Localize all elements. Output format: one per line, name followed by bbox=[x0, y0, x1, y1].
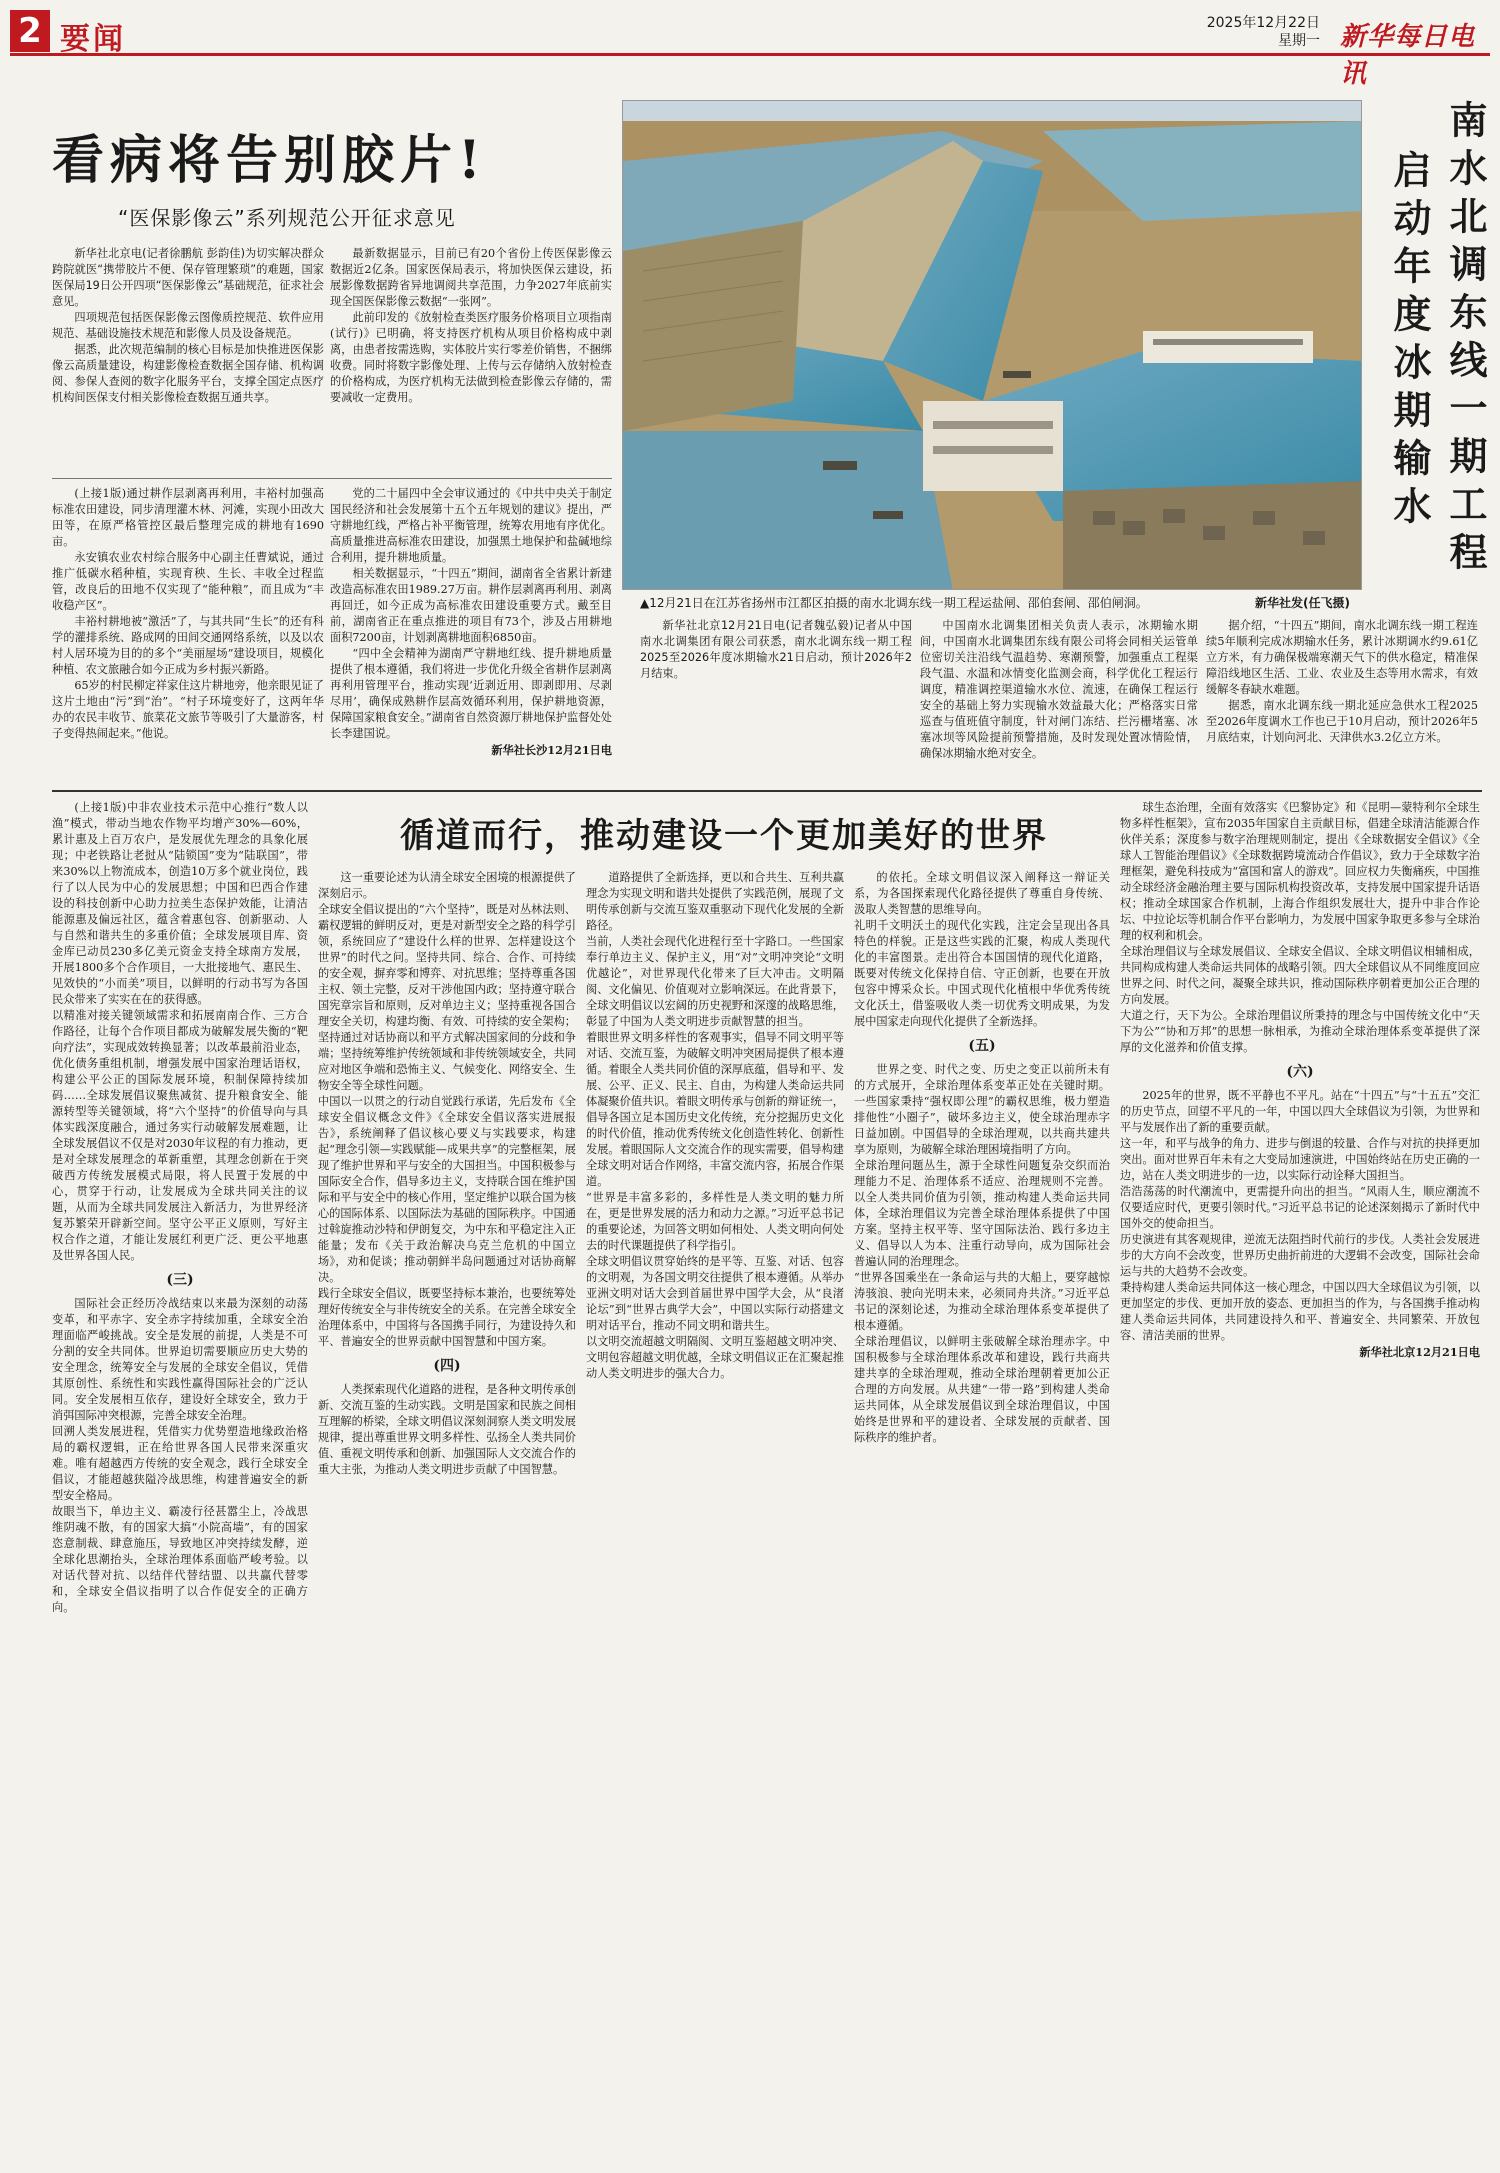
paragraph: 65岁的村民柳定祥家住这片耕地旁，他亲眼见证了这片土地由“污”到“治”。“村子环境变好了，这两年华办的农民丰收节、旅菜花文旅节等吸引了大量游客，村子变得热闹起来。”他说。 bbox=[52, 679, 324, 740]
article2-col2 bbox=[330, 486, 612, 778]
page-header bbox=[10, 10, 1490, 89]
paragraph: 新华社北京电(记者徐鹏航 彭韵佳)为切实解决群众跨院就医“携带胶片不便、保存管理繁琐”的难题，国家医保局19日公开四项“医保影像云”基础规范，征求社会意见。 bbox=[52, 247, 324, 308]
paragraph: 世界之变、时代之变、历史之变正以前所未有的方式展开，全球治理体系变革正处在关键时期。一些国家秉持“强权即公理”的霸权思维，极力塑造排他性“小圈子”，破坏多边主义，使全球治理赤字日益加剧。中国倡导的全球治理观，以共商共建共享为原则，为破解全球治理困境指明了方向。 全球治理问题丛生，源于全球性问题复杂交织而治理能力不足、治理体系不适应、治理规则不完善。以全人类共同价值为引领，推动构建人类命运共同体，全球治理倡议为完善全球治理体系提供了中国方案。坚持主权平等、坚守国际法治、践行多边主义、倡导以人为本、注重行动导向，成为国际社会普遍认同的治理理念。 “世界各国乘坐在一条命运与共的大船上，要穿越惊涛骇浪、驶向光明未来，必须同舟共济。”习近平总书记的深刻论述，为推动全球治理体系变革提供了根本遵循。 全球治理倡议，以鲜明主张破解全球治理赤字。中国积极参与全球治理体系改革和建设，践行共商共建共享的全球治理观，推动全球治理朝着更加公正合理的方向发展。从共建“一带一路”到构建人类命运共同体，从全球发展倡议到全球治理倡议，中国始终是世界和平的建设者、全球发展的贡献者、国际秩序的维护者。 bbox=[854, 1063, 1110, 1444]
photo-caption bbox=[640, 594, 1350, 611]
weekday: 星期一 bbox=[1278, 33, 1320, 49]
photo-story-col1 bbox=[640, 618, 912, 782]
divider bbox=[52, 478, 612, 479]
paragraph: 最新数据显示，目前已有20个省份上传医保影像云数据近2亿条。国家医保局表示，将加快医保云建设，拓展影像数据跨省异地调阅共享范围，力争2027年底前实现全国医保影像云数据“一张网”。 bbox=[330, 247, 612, 308]
paragraph: (上接1版)通过耕作层剥离再利用，丰裕村加强高标准农田建设，同步清理灌木林、河滩，实现小田改大田等，在原严格管控区最后整理完成的耕地有1690亩。 bbox=[52, 487, 324, 548]
article3-col4 bbox=[854, 870, 1110, 2160]
article1-col1 bbox=[52, 246, 324, 464]
article2-col1 bbox=[52, 486, 324, 778]
paragraph: 此前印发的《放射检查类医疗服务价格项目立项指南(试行)》已明确，将支持医疗机构从项目价格构成中剥离，由患者按需选购，实体胶片实行零差价销售，不捆绑收费。同时将数字影像处理、上传与云存储纳入放射检查的价格构成，为医疗机构无法做到检查影像云存储的，需要减收一定费用。 bbox=[330, 311, 612, 404]
photo-credit: 新华社发(任飞摄) bbox=[1255, 596, 1350, 610]
paragraph: 这一重要论述为认清全球安全困境的根源提供了深刻启示。 全球安全倡议提出的“六个坚持”，既是对丛林法则、霸权逻辑的鲜明反对，更是对新型安全之路的科学引领，系统回应了“建设什么样的世界、怎样建设这个世界”的时代之问。坚持共同、综合、合作、可持续的安全观，摒弃零和博弈、对抗思维；坚持尊重各国主权、领土完整，反对干涉他国内政；坚持遵守联合国宪章宗旨和原则，反对单边主义；坚持重视各国合理安全关切，构建均衡、有效、可持续的安全架构；坚持通过对话协商以和平方式解决国家间的分歧和争端；坚持统筹维护传统领域和非传统领域安全，共同应对地区争端和恐怖主义、气候变化、网络安全、生物安全等全球性问题。 中国以一以贯之的行动自觉践行承诺，先后发布《全球安全倡议概念文件》《全球安全倡议落实进展报告》，系统阐释了倡议核心要义与实践要求，构建起“理念引领—实践赋能—成果共享”的完整框架，展现了维护世界和平与安全的大国担当。中国积极参与国际安全合作，倡导多边主义，支持联合国在维护国际和平与安全中的核心作用，坚定维护以联合国为核心的国际体系、以国际法为基础的国际秩序。中国通过斡旋推动沙特和伊朗复交，为中东和平稳定注入正能量；发布《关于政治解决乌克兰危机的中国立场》，劝和促谈；推动朝鲜半岛问题通过对话协商解决。 践行全球安全倡议，既要坚持标本兼治，也要统筹处理好传统安全与非传统安全的关系。在完善全球安全治理体系中，中国将与各国携手同行，为建设持久和平、普遍安全的世界贡献中国智慧和中国方案。 bbox=[318, 871, 576, 1348]
section-number: (三) bbox=[166, 1272, 194, 1288]
photo-story-col3 bbox=[1206, 618, 1478, 782]
article3-col1 bbox=[52, 800, 308, 2160]
section-number: (五) bbox=[968, 1038, 996, 1054]
headline-film: 看病将告别胶片! bbox=[52, 130, 487, 191]
paragraph: 新华社北京12月21日电(记者魏弘毅)记者从中国南水北调集团有限公司获悉，南水北调东线一期工程2025至2026年度冰期输水21日启动，预计2026年2月结束。 bbox=[640, 619, 912, 680]
headline-world: 循道而行，推动建设一个更加美好的世界 bbox=[400, 816, 1048, 856]
paragraph: 中国南水北调集团相关负责人表示，冰期输水期间，中国南水北调集团东线有限公司将会同相关运管单位密切关注沿线气温趋势、寒潮预警，加强重点工程渠段气温、水温和冰情变化监测会商，科学优化工程运行调度，精准调控渠道输水水位、流速，在确保工程运行安全的基础上努力实现输水效益最大化；严格落实日常巡查与值班值守制度，针对闸门冻结、拦污栅堵塞、冰塞冰坝等风险提前预警措施，及时发现处置冰情险情，确保冰期输水绝对安全。 bbox=[920, 619, 1198, 760]
section-divider bbox=[52, 790, 1482, 792]
section-number: (六) bbox=[1286, 1064, 1314, 1080]
paragraph: (上接1版)中非农业技术示范中心推行“数人以渔”模式，带动当地农作物平均增产30%—60%，累计惠及上百万农户，是发展优先理念的具象化展现；中老铁路让老挝从“陆锁国”变为“陆联国”，带来30%以上物流成本，创造10万多个就业岗位，践行了以人民为中心的发展思想；中国和巴西合作建设的科技创新中心助力拉美生态保护效能，让清洁能源惠及偏远社区，蕴含着惠包容、创新驱动、人与自然和谐共生的多重价值；全球发展项目库、资金库已动员230多亿美元资金支持全球南方发展，开展1800多个合作项目，一大批接地气、惠民生、见效快的“小而美”项目，以鲜明的行动书写为各国民众带来了实实在在的获得感。 以精准对接关键领域需求和拓展南南合作、三方合作路径，让每个合作项目都成为破解发展失衡的“靶向疗法”，实现成效转换显著；以改革最前沿业态，优化债务重组机制，增强发展中国家治理话语权，构建公平公正的国际发展环境，积制保障持续加码……全球发展倡议聚焦减贫、提升粮食安全、能源转型等关键领域，将“六个坚持”的价值导向与具体实践深度融合，通过务实行动破解发展难题，让全球发展倡议不仅是对2030年议程的有力推动，更是对全球发展理念的革新重塑，其理念创新在于突破西方传统发展模式局限，将人民置于发展的中心，贯穿于行动，让发展成为全球共同关注的议题，从而为全球共同发展注入新活力，为世界经济复苏繁荣开辟新空间。坚守公平正义原则，写好主权合作之道，才能让发展红利更广泛、更公平地惠及世界各国人民。 bbox=[52, 801, 308, 1262]
subhead-film: “医保影像云”系列规范公开征求意见 bbox=[118, 206, 456, 230]
photo-story-col2 bbox=[920, 618, 1198, 782]
section-number: (四) bbox=[433, 1358, 461, 1374]
article3-col2 bbox=[318, 870, 576, 2160]
section-title: 要闻 bbox=[60, 22, 126, 57]
canal-aerial-image bbox=[623, 101, 1362, 590]
paragraph: 的依托。全球文明倡议深入阐释这一辩证关系，为各国探索现代化路径提供了尊重自身传统、汲取人类智慧的思维导向。 礼明千文明沃土的现代化实践，注定会呈现出各具特色的样貌。正是这些实践的汇聚，构成人类现代化的丰富图景。走出符合本国国情的现代化道路，既要对传统文化保持自信、守正创新，也要在开放包容中博采众长。中国式现代化植根中华优秀传统文化沃土，借鉴吸收人类一切优秀文明成果，为发展中国家走向现代化提供了全新选择。 bbox=[854, 871, 1110, 1028]
paragraph: “四中全会精神为湖南严守耕地红线、提升耕地质量提供了根本遵循，我们将进一步优化升级全省耕作层剥离再利用管理平台，推动实现‘近剥近用、即剥即用、尽剥尽用’，确保成熟耕作层高效循环利用，保护耕地资源，保障国家粮食安全。”湖南省自然资源厅耕地保护监督处处长李建国说。 bbox=[330, 647, 612, 740]
paragraph: 2025年的世界，既不平静也不平凡。站在“十四五”与“十五五”交汇的历史节点，回望不平凡的一年，中国以四大全球倡议为引领，为世界和平与发展作出了新的重要贡献。 这一年，和平与战争的角力、进步与倒退的较量、合作与对抗的抉择更加突出。面对世界百年未有之大变局加速演进，中国始终站在历史正确的一边，站在人类文明进步的一边，以实际行动诠释大国担当。 浩浩荡荡的时代潮流中，更需提升向出的担当。“风雨人生，顺应潮流不仅要适应时代，更要引领时代。”习近平总书记的论述深刻揭示了新时代中国外交的使命担当。 历史演进有其客观规律，逆流无法阻挡时代前行的步伐。人类社会发展进步的大方向不会改变，世界历史曲折前进的大逻辑不会改变，国际社会命运与共的大趋势不会改变。 秉持构建人类命运共同体这一核心理念，中国以四大全球倡议为引领，以更加坚定的步伐、更加开放的姿态、更加担当的作为，与各国携手推动构建人类命运共同体，共同建设持久和平、普遍安全、共同繁荣、开放包容、清洁美丽的世界。 bbox=[1120, 1089, 1480, 1342]
paragraph: 四项规范包括医保影像云图像质控规范、软件应用规范、基础设施技术规范和影像人员及设备规范。 bbox=[52, 311, 324, 340]
paragraph: 党的二十届四中全会审议通过的《中共中央关于制定国民经济和社会发展第十五个五年规划的建议》提出，严守耕地红线，严格占补平衡管理，统筹农用地有序优化。高质量推进高标准农田建设，加强黑土地保护和盐碱地综合利用，提升耕地质量。 bbox=[330, 487, 612, 564]
article3-col5 bbox=[1120, 800, 1480, 2160]
article3-signature: 新华社北京12月21日电 bbox=[1359, 1345, 1480, 1359]
caption-text: ▲12月21日在江苏省扬州市江都区拍摄的南水北调东线一期工程运盐闸、邵伯套闸、邵伯闸洞。 bbox=[640, 596, 1148, 610]
article3-col3 bbox=[586, 870, 844, 2160]
photo-story-title-line1: 南水北调东线一期工程 bbox=[1443, 100, 1487, 580]
paragraph: 国际社会正经历冷战结束以来最为深刻的动荡变革，和平赤字、安全赤字持续加重，全球安全治理面临严峻挑战。安全是发展的前提，人类是不可分割的安全共同体。世界迫切需要顺应历史大势的安全理念，统筹安全与发展的全球安全倡议，凭借其原创性、系统性和实践性赢得国际社会的广泛认同。安全发展相互依存，建设好全球安全，致力于消弭国际冲突根源，完善全球安全治理。 回溯人类发展进程，凭借实力优势塑造地缘政治格局的霸权逻辑，正在给世界各国人民带来深重灾难。唯有超越西方传统的安全观念，践行全球安全倡议，才能超越狭隘冷战思维，构建普遍安全的新型安全格局。 故眼当下，单边主义、霸凌行径甚嚣尘上，冷战思维阴魂不散，有的国家大搞“小院高墙”，有的国家恣意制裁、肆意施压，导致地区冲突持续发酵，逆全球化思潮抬头，全球治理体系面临严峻考验。以对话代替对抗、以结伴代替结盟、以共赢代替零和，全球安全倡议指明了以合作促安全的正确方向。 bbox=[52, 1297, 308, 1614]
date: 2025年12月22日 bbox=[1206, 15, 1320, 31]
paragraph: 据悉，南水北调东线一期北延应急供水工程2025至2026年度调水工作也已于10月启动，预计2026年5月底结束，计划向河北、天津供水3.2亿立方米。 bbox=[1206, 699, 1478, 744]
paragraph: 永安镇农业农村综合服务中心副主任曹斌说，通过推广低碳水稻种植，实现育秧、生长、丰收全过程监管，改良后的田地不仅实现了“能种粮”，而且成为“丰收稳产区”。 bbox=[52, 551, 324, 612]
issue-date bbox=[1200, 14, 1320, 50]
paragraph: 丰裕村耕地被“激活”了，与其共同“生长”的还有科学的灌排系统、路成网的田间交通网络系统，以及以农村人居环境为目的的多个“美丽屋场”建设项目，规模化种植、农文旅融合如今正成为乡村振兴新路。 bbox=[52, 615, 324, 676]
paragraph: 据悉，此次规范编制的核心目标是加快推进医保影像云高质量建设，构建影像检查数据全国存储、机构调阅、参保人查阅的数字化服务平台，支撑全国定点医疗机构间医保支付相关影像检查数据互通共享。 bbox=[52, 343, 324, 404]
article1-col2 bbox=[330, 246, 612, 464]
paragraph: 相关数据显示，“十四五”期间，湖南省全省累计新建改造高标准农田1989.27万亩。耕作层剥离再利用、剥离再回迁，如今正成为高标准农田建设重要方式。戴至目前，湖南省正在重点推进的项目有73个，涉及占用耕地面积7200亩，计划剥离耕地面积6850亩。 bbox=[330, 567, 612, 644]
article2-signature: 新华社长沙12月21日电 bbox=[491, 743, 612, 757]
newspaper-logo: 新华每日电讯 bbox=[1340, 22, 1476, 89]
page-number: 2 bbox=[10, 10, 50, 52]
paragraph: 球生态治理，全面有效落实《巴黎协定》和《昆明—蒙特利尔全球生物多样性框架》，宣布2035年国家自主贡献目标，倡建全球清洁能源合作伙伴关系；深度参与数字治理规则制定，提出《全球数据安全倡议》《全球人工智能治理倡议》《全球数据跨境流动合作倡议》，致力于全球数字治理框架，避免科技成为“富国和富人的游戏”。回应权力失衡痛疾，中国推动全球经济金融治理主要与国际机构投资改革，支持发展中国家提升话语权；推动全球国家合作机制，上海合作组织发展壮大，提升中非合作论坛、中拉论坛等机制合作平台影响力，为发展中国家争取更多参与全球治理的权利和机会。 全球治理倡议与全球发展倡议、全球安全倡议、全球文明倡议相辅相成，共同构成构建人类命运共同体的战略引领。四大全球倡议从不同维度回应世界之问、时代之问，凝聚全球共识，推动国际秩序朝着更加公正合理的方向发展。 大道之行，天下为公。全球治理倡议所秉持的理念与中国传统文化中“天下为公”“协和万邦”的思想一脉相承，为推动全球治理体系变革提供了深厚的文化滋养和价值支撑。 bbox=[1120, 801, 1480, 1054]
paragraph: 据介绍，“十四五”期间，南水北调东线一期工程连续5年顺利完成冰期输水任务，累计冰期调水约9.61亿立方米，有力确保极端寒潮天气下的供水稳定，精准保障沿线地区生活、工业、农业及生态等用水需求，有效缓解冬春缺水难题。 bbox=[1206, 619, 1478, 696]
photo-story-title-line2: 启动年度冰期输水 bbox=[1387, 150, 1431, 534]
paragraph: 道路提供了全新选择，更以和合共生、互利共赢理念为实现文明和谐共处提供了实践范例，展现了文明传承创新与交流互鉴双重驱动下现代化发展的全新路径。 当前，人类社会现代化进程行至十字路口。一些国家奉行单边主义、保护主义，用“对”文明冲突论“文明优越论”，对世界现代化带来了巨大冲击。文明隔阂、文化偏见、价值观对立影响深远。在此背景下，全球文明倡议以宏阔的历史视野和深邃的战略思维，彰显了中国为人类文明进步贡献智慧的担当。 着眼世界文明多样性的客观事实，倡导不同文明平等对话、交流互鉴，为破解文明冲突困局提供了根本遵循。着眼全人类共同价值的深厚底蕴，倡导和平、发展、公平、正义、民主、自由，为构建人类命运共同体凝聚价值共识。着眼文明传承与创新的辩证统一，倡导各国立足本国历史文化传统，充分挖掘历史文化的时代价值，推动优秀传统文化创造性转化、创新性发展。着眼国际人文交流合作的现实需要，倡导构建全球文明对话合作网络，丰富交流内容，拓展合作渠道。 “世界是丰富多彩的，多样性是人类文明的魅力所在，更是世界发展的活力和动力之源。”习近平总书记的重要论述，为回答文明如何相处、人类文明向何处去的时代课题提供了科学指引。 全球文明倡议贯穿始终的是平等、互鉴、对话、包容的文明观，为各国文明交往提供了根本遵循。从举办亚洲文明对话大会到首届世界中国学大会，从“良渚论坛”到“世界古典学大会”，中国以实际行动搭建文明对话平台，推动不同文明和谐共生。 以文明交流超越文明隔阂、文明互鉴超越文明冲突、文明包容超越文明优越，全球文明倡议正在汇聚起推动人类文明进步的强大合力。 bbox=[586, 871, 844, 1380]
photo-canal-locks bbox=[622, 100, 1362, 590]
paragraph: 人类探索现代化道路的进程，是各种文明传承创新、交流互鉴的生动实践。文明是国家和民族之间相互理解的桥梁，全球文明倡议深刻洞察人类文明发展规律，提出尊重世界文明多样性、弘扬全人类共同价值、重视文明传承和创新、加强国际人文交流合作的重大主张，为推动人类文明进步贡献了中国智慧。 bbox=[318, 1383, 576, 1476]
